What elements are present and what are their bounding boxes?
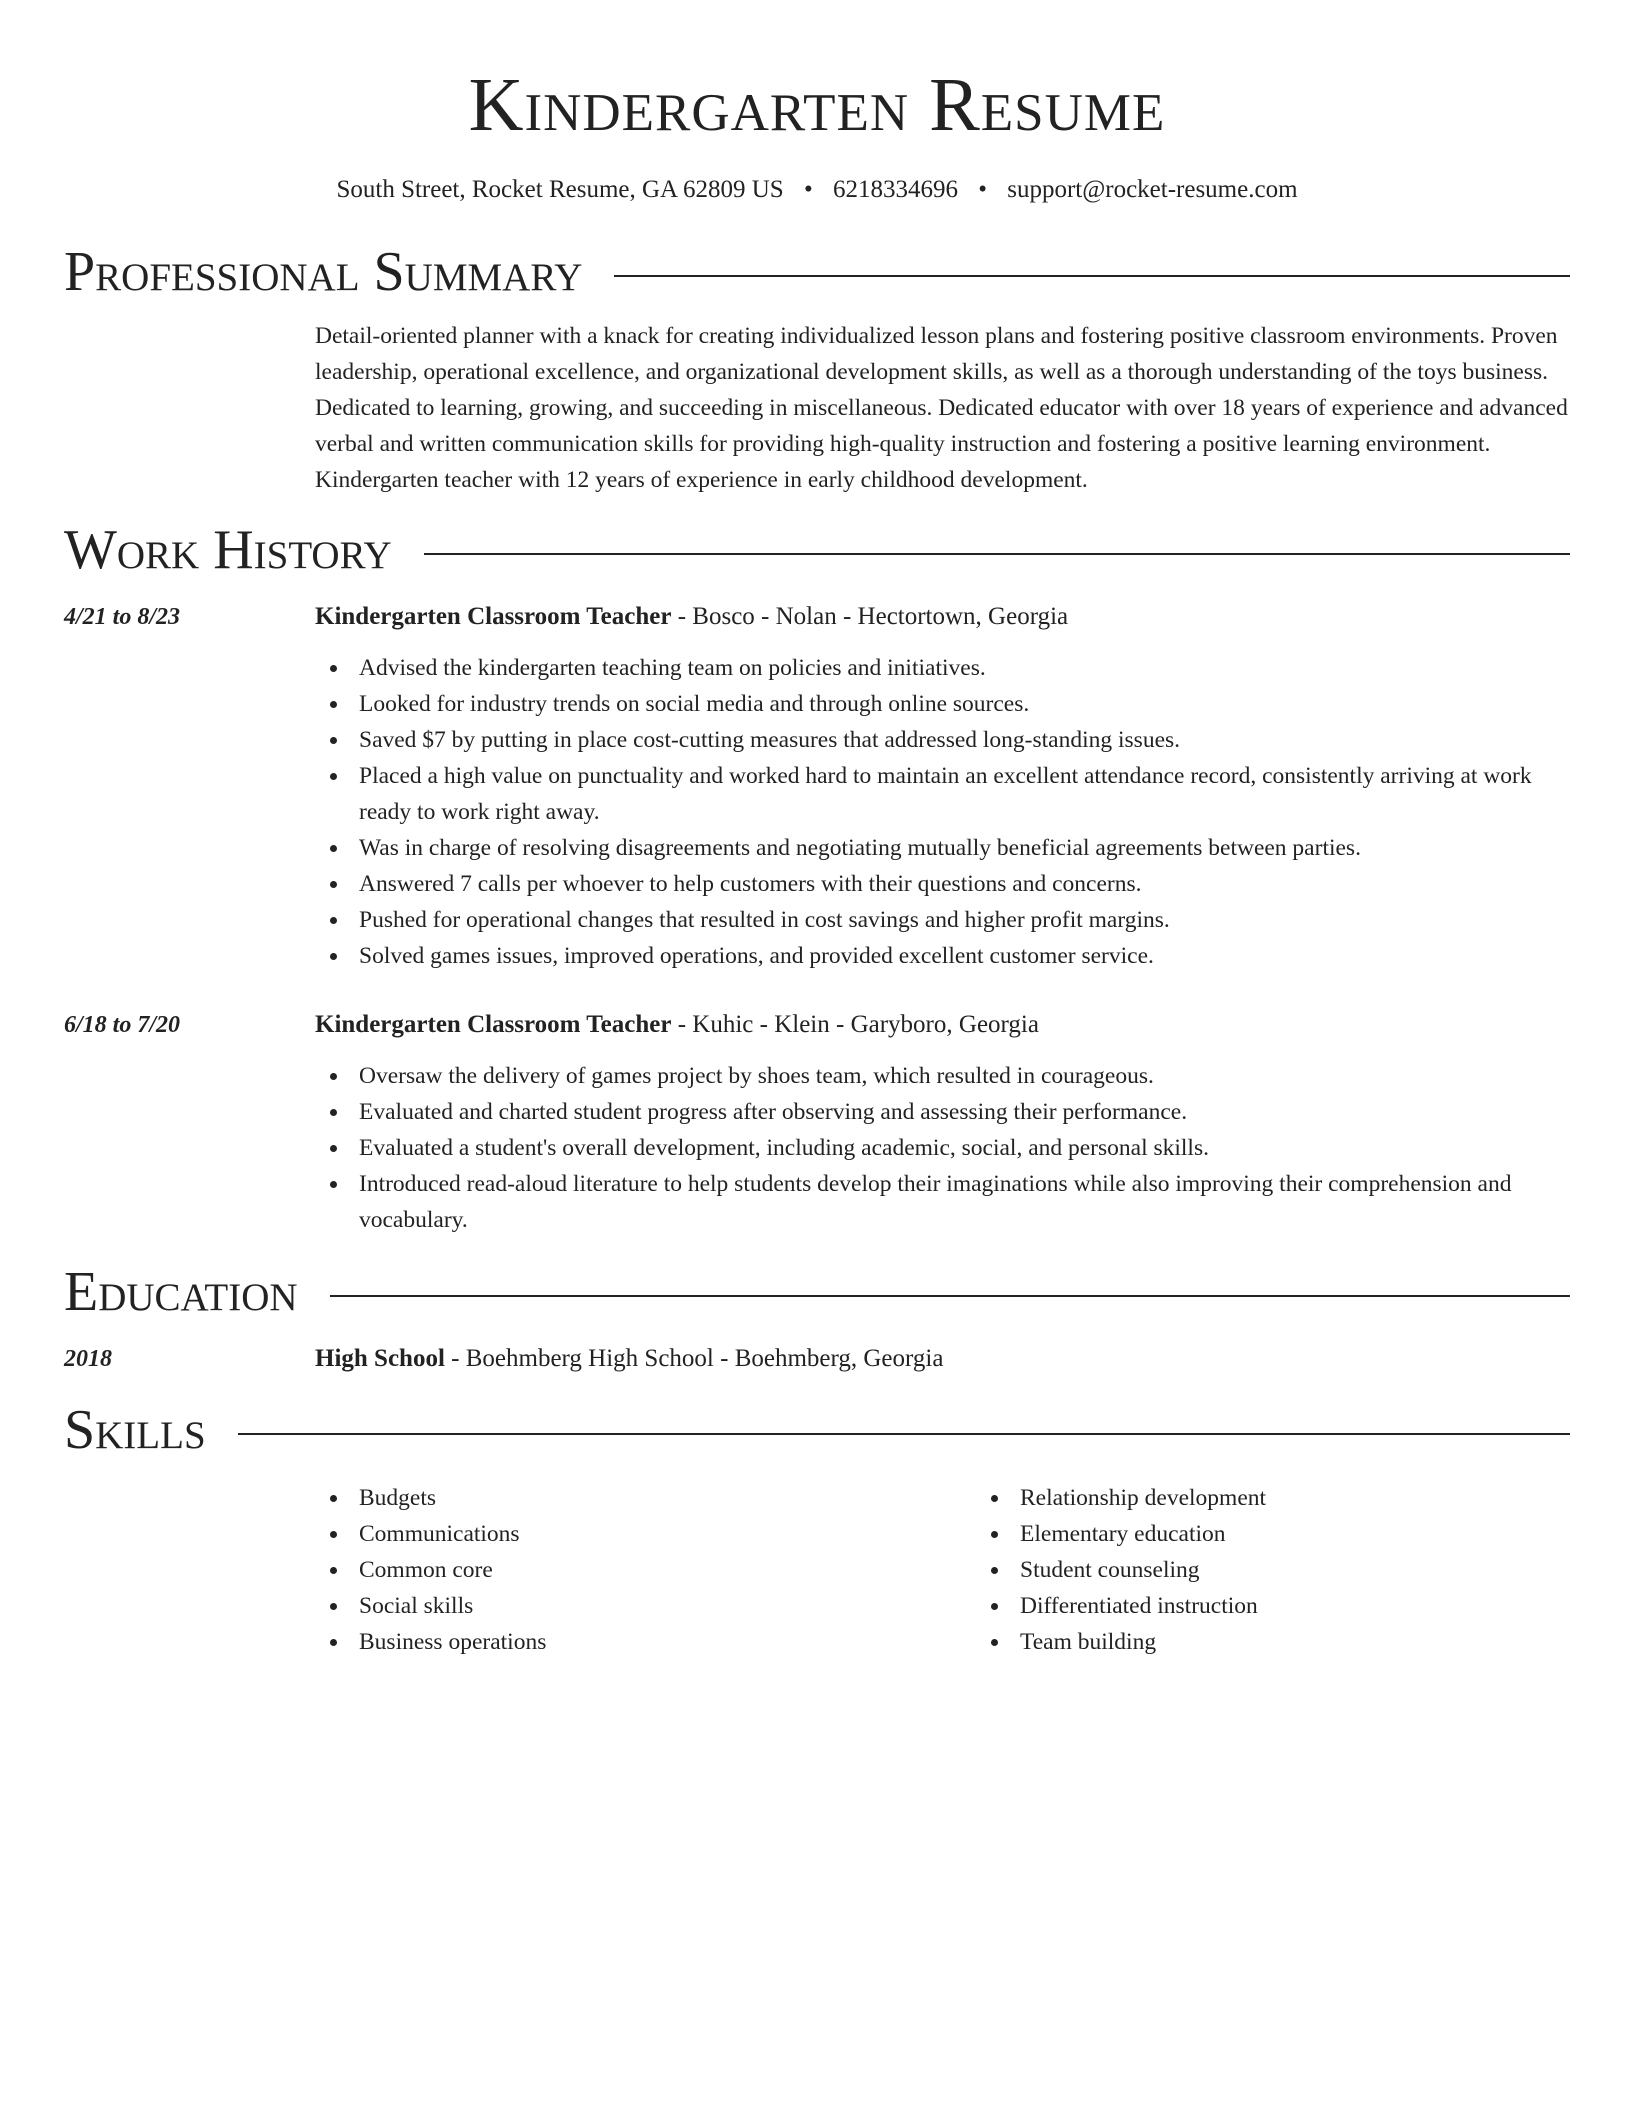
skill-item: Budgets xyxy=(359,1480,976,1516)
bullet-dot xyxy=(330,1145,337,1152)
job-bullet: Pushed for operational changes that resulted in cost savings and higher profit margins. xyxy=(359,902,1570,938)
bullet-dot xyxy=(330,1495,337,1502)
summary-section-header xyxy=(64,240,1570,304)
job-bullet: Evaluated and charted student progress after observing and assessing their performance. xyxy=(359,1094,1570,1130)
skill-item: Business operations xyxy=(359,1624,976,1660)
contact-phone: 6218334696 xyxy=(832,176,958,203)
bullet-dot xyxy=(330,1567,337,1574)
skills-grid xyxy=(315,1480,1632,1660)
skills-section-header xyxy=(64,1398,1570,1462)
summary-section-title: Professional Summary xyxy=(64,241,583,303)
skill-item: Relationship development xyxy=(1020,1480,1632,1516)
job-entry xyxy=(64,600,1570,974)
job-bullet: Was in charge of resolving disagreements and negotiating mutually beneficial agreements between parties. xyxy=(359,830,1570,866)
bullet-dot xyxy=(991,1567,998,1574)
skill-item: Elementary education xyxy=(1020,1516,1632,1552)
skills-row xyxy=(64,1480,1570,1660)
bullet-dot xyxy=(330,1181,337,1188)
section-divider xyxy=(238,1433,1570,1435)
bullet-dot xyxy=(330,1639,337,1646)
bullet-dot xyxy=(330,953,337,960)
bullet-dot xyxy=(330,881,337,888)
bullet-dot xyxy=(330,917,337,924)
skill-item: Communications xyxy=(359,1516,976,1552)
contact-email: support@rocket-resume.com xyxy=(1007,176,1298,203)
skills-list-left xyxy=(315,1480,976,1660)
job-bullets xyxy=(315,650,1570,974)
skill-item: Social skills xyxy=(359,1588,976,1624)
section-divider xyxy=(424,553,1570,555)
education-section-title: Education xyxy=(64,1261,298,1323)
bullet-dot xyxy=(330,845,337,852)
bullet-dot xyxy=(991,1495,998,1502)
education-school-details: - Boehmberg High School - Boehmberg, Georgia xyxy=(444,1345,944,1372)
contact-line xyxy=(64,174,1570,206)
bullet-dot xyxy=(330,1531,337,1538)
skill-item: Student counseling xyxy=(1020,1552,1632,1588)
skills-section-title: Skills xyxy=(64,1399,206,1461)
job-position: Kindergarten Classroom Teacher xyxy=(315,1011,672,1038)
job-bullet: Answered 7 calls per whoever to help customers with their questions and concerns. xyxy=(359,866,1570,902)
bullet-dot xyxy=(330,701,337,708)
summary-text: Detail-oriented planner with a knack for creating individualized lesson plans and fostering positive classroom environments. Proven leadership, operational excellence, and organizational development skills, as well as a thorough understanding of the toys business. Dedicated to learning, growing, and succeeding in miscellaneous. Dedicated educator with over 18 years of experience and advanced verbal and written communication skills for providing high-quality instruction and fostering a positive learning environment. Kindergarten teacher with 12 years of experience in early childhood development. xyxy=(315,323,1568,493)
job-entry xyxy=(64,1008,1570,1238)
resume-name: Kindergarten Resume xyxy=(468,63,1166,147)
job-bullet: Advised the kindergarten teaching team on policies and initiatives. xyxy=(359,650,1570,686)
job-bullet: Introduced read-aloud literature to help students develop their imaginations while also improving their comprehension and vocabulary. xyxy=(359,1166,1570,1238)
job-employer-details: - Kuhic - Klein - Garyboro, Georgia xyxy=(671,1011,1039,1038)
job-position: Kindergarten Classroom Teacher xyxy=(315,603,672,630)
education-section-header xyxy=(64,1260,1570,1324)
job-dates: 4/21 to 8/23 xyxy=(64,604,181,630)
job-dates: 6/18 to 7/20 xyxy=(64,1012,181,1038)
bullet-dot xyxy=(330,665,337,672)
work-section-header xyxy=(64,518,1570,582)
job-bullets xyxy=(315,1058,1570,1238)
bullet-dot xyxy=(330,1073,337,1080)
section-divider xyxy=(330,1295,1570,1297)
bullet-dot xyxy=(330,1603,337,1610)
job-title-line xyxy=(315,1008,1570,1042)
job-bullet: Looked for industry trends on social media and through online sources. xyxy=(359,686,1570,722)
skill-item: Common core xyxy=(359,1552,976,1588)
education-line xyxy=(315,1342,1570,1376)
contact-separator: • xyxy=(803,176,813,203)
skills-list-right xyxy=(976,1480,1632,1660)
job-bullet: Placed a high value on punctuality and worked hard to maintain an excellent attendance record, consistently arriving at work ready to work right away. xyxy=(359,758,1570,830)
education-degree: High School xyxy=(315,1345,445,1372)
summary-row xyxy=(64,318,1570,498)
education-year: 2018 xyxy=(64,1346,112,1372)
bullet-dot xyxy=(991,1531,998,1538)
work-section-title: Work History xyxy=(64,519,392,581)
skill-item: Team building xyxy=(1020,1624,1632,1660)
contact-separator: • xyxy=(978,176,987,203)
bullet-dot xyxy=(991,1603,998,1610)
bullet-dot xyxy=(991,1639,998,1646)
job-title-line xyxy=(315,600,1570,634)
section-divider xyxy=(614,275,1570,277)
job-bullet: Solved games issues, improved operations, and provided excellent customer service. xyxy=(359,938,1570,974)
bullet-dot xyxy=(330,773,337,780)
job-bullet: Oversaw the delivery of games project by shoes team, which resulted in courageous. xyxy=(359,1058,1570,1094)
resume-page xyxy=(64,0,1570,1660)
contact-address: South Street, Rocket Resume, GA 62809 US xyxy=(336,176,784,203)
job-employer-details: - Bosco - Nolan - Hectortown, Georgia xyxy=(671,603,1069,630)
education-entry xyxy=(64,1342,1570,1376)
skill-item: Differentiated instruction xyxy=(1020,1588,1632,1624)
job-bullet: Saved $7 by putting in place cost-cutting measures that addressed long-standing issues. xyxy=(359,722,1570,758)
job-bullet: Evaluated a student's overall development, including academic, social, and personal skills. xyxy=(359,1130,1570,1166)
bullet-dot xyxy=(330,737,337,744)
bullet-dot xyxy=(330,1109,337,1116)
